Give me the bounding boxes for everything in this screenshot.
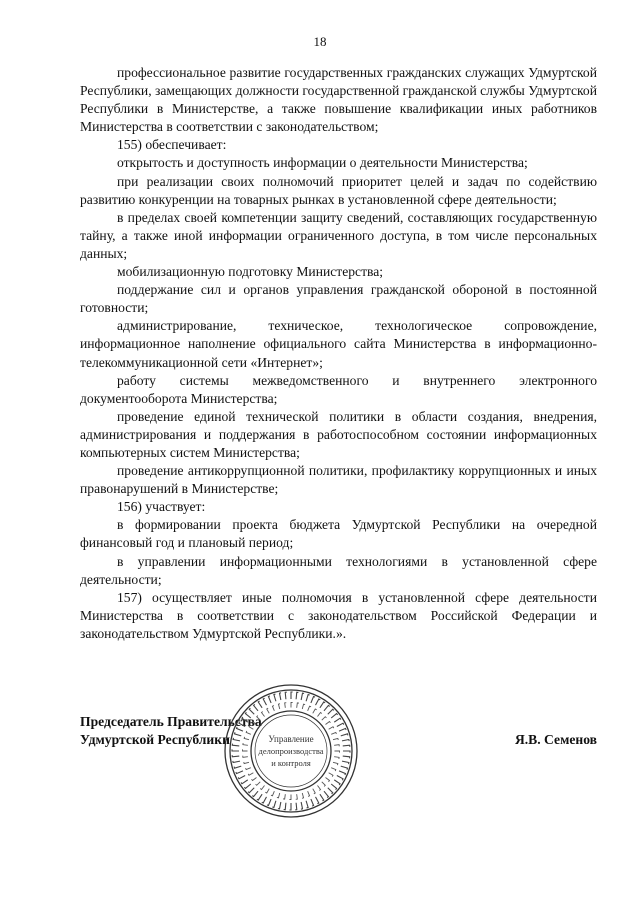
signatory-title-line: Председатель Правительства	[80, 714, 262, 729]
paragraph: 157) осуществляет иные полномочия в установленной сфере деятельности Министерства в соответствии с законодательством Российской Федерации и законодательством Удмуртской Республики.».	[80, 589, 597, 641]
seal-letter-mark	[289, 795, 291, 800]
seal-letter-mark	[295, 803, 297, 810]
seal-letter-mark	[232, 749, 239, 751]
paragraph: в формировании проекта бюджета Удмуртской Республики на очередной финансовый год и плановый период;	[80, 517, 597, 551]
seal-letter-mark	[331, 784, 336, 790]
seal-letter-mark	[291, 703, 293, 708]
seal-letter-mark	[320, 794, 324, 801]
seal-letter-mark	[331, 714, 337, 718]
seal-letter-mark	[335, 751, 340, 753]
seal-letter-mark	[246, 768, 251, 770]
seal-letter-mark	[254, 704, 258, 710]
seal-letter-mark	[301, 693, 304, 700]
seal-letter-mark	[260, 786, 264, 790]
seal-letter-mark	[257, 716, 261, 721]
seal-letter-mark	[232, 755, 239, 757]
seal-letter-mark	[341, 734, 348, 736]
seal-letter-mark	[334, 718, 341, 722]
seal-letter-mark	[248, 773, 253, 776]
seal-letter-mark	[326, 721, 331, 724]
stamp-center-line: и контроля	[271, 758, 311, 768]
seal-letter-mark	[233, 761, 240, 763]
paragraph: работу системы межведомственного и внутреннего электронного документооборота Министерства;	[80, 372, 597, 406]
seal-letter-mark	[285, 692, 287, 699]
seal-letter-mark	[302, 793, 304, 798]
seal-letter-mark	[313, 709, 317, 713]
signatory-name: Я.В. Семенов	[514, 732, 597, 747]
seal-letter-mark	[243, 749, 248, 751]
seal-letter-mark	[271, 791, 274, 796]
seal-graphic	[222, 682, 360, 820]
seal-letter-mark	[278, 704, 280, 709]
seal-letter-mark	[279, 693, 281, 700]
seal-letter-mark	[285, 703, 287, 708]
seal-letter-mark	[329, 773, 333, 777]
seal-letter-mark	[252, 777, 257, 780]
seal-letter-mark	[284, 803, 286, 810]
seal-letter-mark	[322, 717, 327, 721]
seal-letter-mark	[272, 801, 276, 808]
seal-letter-mark	[238, 776, 245, 779]
seal-letter-mark	[324, 791, 328, 797]
seal-letter-mark	[334, 780, 340, 785]
paragraph: проведение единой технической политики в области создания, внедрения, администрирования и поддержания в работоспособном состоянии информационных компьютерных систем Министерства;	[80, 408, 597, 460]
seal-letter-mark	[262, 797, 267, 803]
seal-letter-mark	[245, 712, 250, 718]
seal-letter-mark	[236, 771, 243, 774]
seal-letter-mark	[257, 794, 262, 800]
seal-letter-mark	[261, 712, 264, 717]
seal-letter-mark	[334, 745, 339, 747]
paragraph: профессиональное развитие государственных гражданских служащих Удмуртской Республики, замещающих должности государственной гражданской службы Удмуртской Республики в Министерстве, а также повышение квалификации иных работников Министерства в соответствии с законодательством;	[80, 65, 597, 135]
seal-letter-mark	[331, 732, 336, 734]
seal-letter-mark	[267, 799, 271, 805]
document-body	[80, 64, 597, 643]
seal-letter-mark	[249, 708, 254, 714]
seal-letter-mark	[316, 797, 319, 804]
seal-letter-mark	[265, 789, 269, 793]
seal-letter-mark	[343, 745, 350, 747]
seal-letter-mark	[263, 698, 266, 705]
seal-letter-mark	[246, 731, 251, 734]
seal-letter-mark	[326, 777, 330, 781]
seal-letter-mark	[258, 701, 262, 708]
seal-letter-mark	[313, 789, 316, 794]
seal-letter-mark	[252, 791, 258, 796]
seal-letter-mark	[296, 794, 298, 799]
seal-letter-mark	[277, 793, 280, 798]
seal-letter-mark	[283, 794, 285, 799]
seal-letter-mark	[334, 757, 339, 759]
seal-letter-mark	[316, 699, 321, 705]
seal-letter-mark	[239, 722, 245, 727]
seal-letter-mark	[232, 744, 239, 746]
seal-letter-mark	[302, 704, 305, 709]
paragraph: мобилизационную подготовку Министерства;	[117, 264, 384, 280]
seal-letter-mark	[317, 786, 320, 791]
paragraph: открытость и доступность информации о деятельности Министерства;	[117, 155, 528, 171]
seal-letter-mark	[268, 696, 271, 703]
signatory-title-line: Удмуртской Республики	[80, 732, 230, 747]
seal-letter-mark	[342, 739, 349, 741]
seal-letter-mark	[291, 692, 293, 699]
seal-letter-mark	[343, 756, 350, 758]
seal-letter-mark	[235, 732, 242, 736]
stamp-center-line: Управление	[268, 734, 314, 744]
stamp-center-line: делопроизводства	[258, 746, 324, 756]
seal-letter-mark	[244, 762, 249, 764]
seal-letter-mark	[311, 696, 315, 702]
paragraph: в управлении информационными технологиями в установленной сфере деятельности;	[80, 553, 597, 587]
seal-letter-mark	[320, 702, 325, 708]
page-number: 18	[313, 34, 327, 49]
seal-letter-mark	[233, 738, 240, 741]
seal-letter-mark	[333, 762, 338, 765]
seal-letter-mark	[253, 720, 257, 724]
seal-letter-mark	[337, 776, 343, 781]
seal-letter-mark	[328, 788, 333, 794]
paragraph: администрирование, техническое, технологическое сопровождение, информационное наполнение официального сайта Министерства в информационно-телекоммуникационной сети «Интернет»;	[80, 318, 597, 370]
paragraph: при реализации своих полномочий приоритет целей и задач по содействию развитию конкуренции на товарных рынках в установленной сфере деятельности;	[80, 173, 597, 207]
seal-letter-mark	[256, 782, 261, 786]
seal-letter-mark	[306, 695, 310, 702]
seal-letter-mark	[249, 725, 253, 729]
seal-letter-mark	[274, 694, 276, 701]
seal-letter-mark	[296, 692, 298, 699]
seal-letter-mark	[333, 738, 338, 740]
seal-letter-mark	[301, 802, 303, 809]
seal-letter-mark	[342, 761, 349, 764]
seal-letter-mark	[341, 766, 348, 770]
seal-letter-mark	[241, 780, 248, 784]
seal-letter-mark	[328, 709, 334, 714]
seal-letter-mark	[317, 713, 321, 717]
seal-letter-mark	[289, 803, 291, 810]
paragraph: поддержание сил и органов управления гражданской обороной в постоянной готовности;	[80, 282, 597, 316]
paragraph: 156) участвует:	[117, 499, 206, 515]
seal-letter-mark	[272, 706, 274, 711]
seal-letter-mark	[244, 784, 250, 788]
paragraph: 155) обеспечивает:	[117, 137, 227, 153]
seal-letter-mark	[343, 751, 350, 753]
paragraph: проведение антикоррупционной политики, профилактику коррупционных и иных правонарушений в Министерстве;	[80, 463, 597, 497]
seal-letter-mark	[331, 768, 336, 771]
seal-letter-mark	[324, 705, 330, 710]
seal-letter-mark	[267, 708, 270, 713]
seal-letter-mark	[244, 737, 249, 740]
seal-letter-mark	[308, 791, 310, 796]
seal-letter-mark	[311, 799, 314, 806]
seal-letter-mark	[322, 782, 326, 787]
official-seal-stamp	[222, 682, 360, 820]
seal-letter-mark	[278, 802, 281, 809]
paragraph: в пределах своей компетенции защиту сведений, составляющих государственную тайну, а также иной информации ограниченного доступа, в том числе персональных данных;	[80, 209, 597, 261]
seal-letter-mark	[234, 766, 241, 768]
seal-letter-mark	[329, 727, 334, 730]
seal-letter-mark	[339, 728, 346, 731]
seal-letter-mark	[308, 706, 311, 711]
seal-letter-mark	[242, 717, 248, 722]
seal-letter-mark	[306, 801, 308, 808]
seal-letter-mark	[243, 743, 248, 745]
seal-letter-mark	[248, 788, 254, 793]
seal-letter-mark	[337, 723, 344, 726]
seal-letter-mark	[297, 703, 299, 708]
seal-letter-mark	[243, 756, 248, 758]
seal-letter-mark	[339, 771, 345, 775]
seal-letter-mark	[236, 727, 242, 731]
